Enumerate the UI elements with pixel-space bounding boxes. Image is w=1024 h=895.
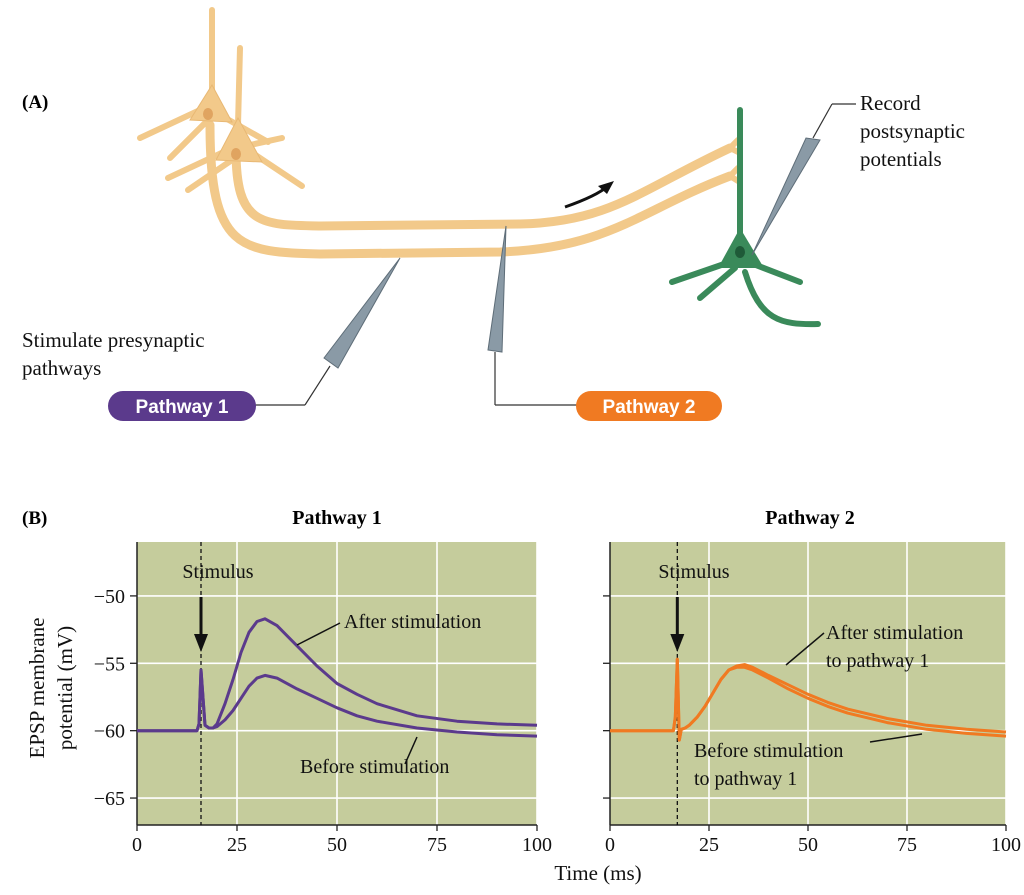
stimulate-label-line-1: Stimulate presynaptic <box>22 328 205 352</box>
axon-terminal-upper <box>730 140 738 152</box>
stimulating-electrode-1 <box>255 258 400 405</box>
y-axis-label <box>25 618 77 759</box>
series-label-after-line-2: to pathway 1 <box>826 650 930 672</box>
series-label-before-line-2: to pathway 1 <box>694 768 798 790</box>
record-label <box>860 91 965 171</box>
y-tick-label: −65 <box>93 788 125 811</box>
plot-area <box>94 542 552 856</box>
x-tick-label: 50 <box>327 834 347 856</box>
y-axis-label-line-2: potential (mV) <box>53 625 77 751</box>
y-tick-label: −55 <box>93 653 125 676</box>
y-axis-label-line-1: EPSP membrane <box>25 617 49 759</box>
x-tick-label: 25 <box>227 834 247 856</box>
x-tick-label: 75 <box>427 834 447 856</box>
stimulate-label <box>22 328 205 380</box>
x-axis-label: Time (ms) <box>554 861 642 885</box>
record-label-line-3: potentials <box>860 147 942 171</box>
pathway-2-pill <box>576 391 722 421</box>
axon-terminal-lower <box>730 168 738 181</box>
stimulus-label: Stimulus <box>182 561 254 583</box>
x-tick-label: 25 <box>699 834 719 856</box>
series-label-after: After stimulation <box>344 611 482 633</box>
plot-area <box>603 542 1021 856</box>
x-tick-label: 50 <box>798 834 818 856</box>
chart-pathway-2 <box>603 507 1021 856</box>
x-tick-label: 0 <box>132 834 142 856</box>
series-label-before-line-1: Before stimulation <box>694 740 844 762</box>
panel-b-label: (B) <box>22 508 48 529</box>
pathway-1-pill <box>108 391 256 421</box>
chart-title: Pathway 1 <box>292 507 382 529</box>
pathway-1-pill-text: Pathway 1 <box>135 397 229 418</box>
stimulate-label-line-2: pathways <box>22 356 102 380</box>
y-tick-label: −50 <box>93 585 125 608</box>
recording-electrode <box>752 104 856 255</box>
direction-arrow-icon <box>565 181 614 207</box>
pathway-2-pill-text: Pathway 2 <box>602 397 696 418</box>
x-tick-label: 75 <box>897 834 917 856</box>
record-label-line-1: Record <box>860 91 921 115</box>
x-tick-label: 0 <box>605 834 615 856</box>
presynaptic-neuron-1 <box>140 10 268 158</box>
series-label-after-line-1: After stimulation <box>826 622 964 644</box>
y-tick-label: −60 <box>93 720 125 743</box>
presynaptic-neurons <box>140 10 738 254</box>
stimulus-label: Stimulus <box>658 561 730 583</box>
chart-title: Pathway 2 <box>765 507 855 529</box>
panel-a-label: (A) <box>22 92 49 113</box>
record-label-line-2: postsynaptic <box>860 119 965 143</box>
x-tick-label: 100 <box>991 834 1021 856</box>
x-tick-label: 100 <box>522 834 552 856</box>
series-label-before: Before stimulation <box>300 756 450 778</box>
chart-pathway-1 <box>94 507 552 856</box>
postsynaptic-neuron <box>672 110 818 324</box>
